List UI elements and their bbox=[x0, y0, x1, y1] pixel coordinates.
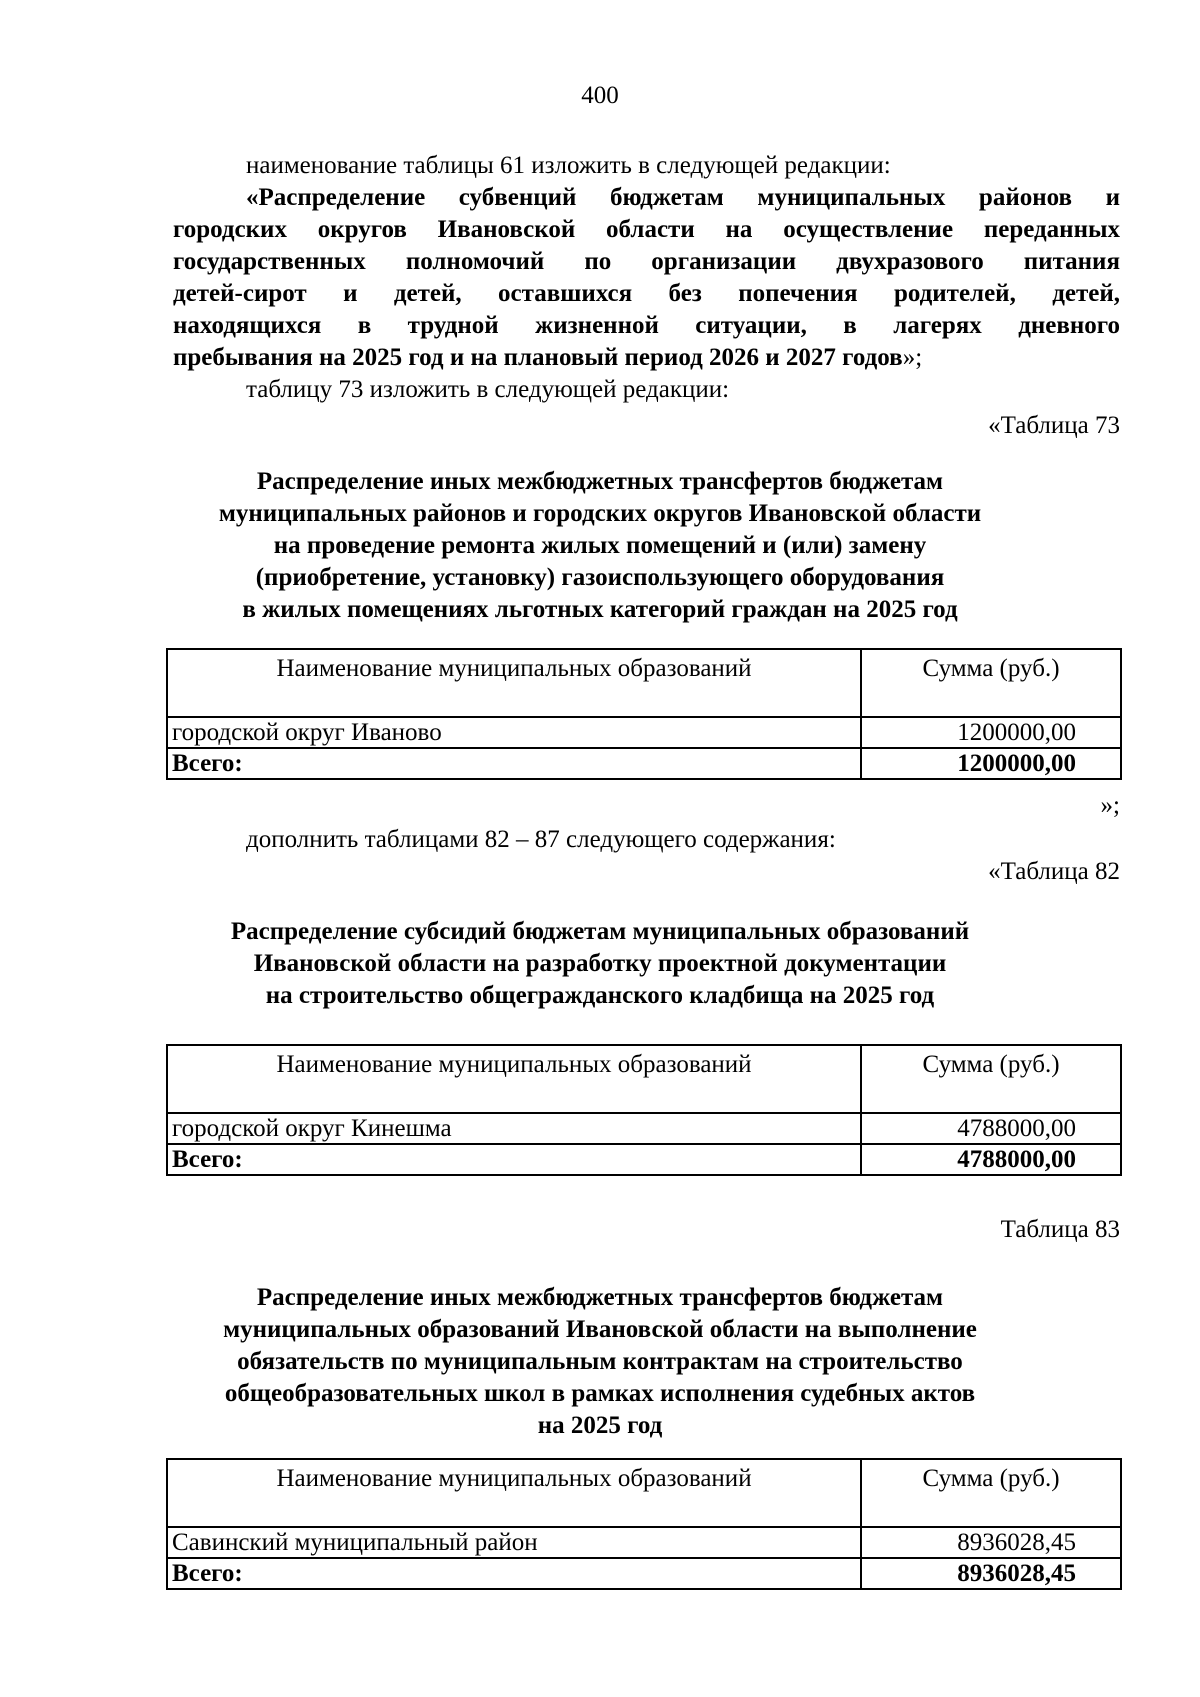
table83-label: Таблица 83 bbox=[1000, 1216, 1120, 1243]
table73-close: »; bbox=[1100, 792, 1120, 819]
table73-label: «Таблица 73 bbox=[988, 412, 1120, 439]
title-line: Распределение субсидий бюджетам муниципальных образований bbox=[230, 918, 970, 945]
title-line: (приобретение, установку) газоиспользующего оборудования bbox=[255, 564, 945, 591]
header-sum: Сумма (руб.) bbox=[861, 649, 1121, 717]
title-line: Ивановской области на разработку проектной документации bbox=[253, 950, 947, 977]
table83 bbox=[166, 1458, 1122, 1590]
total-label: Всего: bbox=[167, 1144, 861, 1175]
header-name: Наименование муниципальных образований bbox=[167, 649, 861, 717]
table82-label: «Таблица 82 bbox=[988, 858, 1120, 885]
header-name: Наименование муниципальных образований bbox=[167, 1045, 861, 1113]
table-header-row bbox=[167, 649, 1121, 717]
header-name: Наименование муниципальных образований bbox=[167, 1459, 861, 1527]
title-line: муниципальных образований Ивановской области на выполнение bbox=[223, 1316, 977, 1343]
title-line: городских округов Ивановской области на осуществление переданных bbox=[173, 216, 1120, 243]
title-line-text: пребывания на 2025 год и на плановый период 2026 и 2027 годов bbox=[173, 344, 903, 371]
header-sum: Сумма (руб.) bbox=[861, 1045, 1121, 1113]
row-sum: 4788000,00 bbox=[861, 1113, 1121, 1144]
table-row bbox=[167, 1113, 1121, 1144]
table-header-row bbox=[167, 1045, 1121, 1113]
title-line: обязательств по муниципальным контрактам на строительство bbox=[237, 1348, 963, 1375]
title-line: Распределение иных межбюджетных трансфертов бюджетам bbox=[256, 1284, 944, 1311]
total-label: Всего: bbox=[167, 748, 861, 779]
total-row bbox=[167, 1144, 1121, 1175]
intro-line: наименование таблицы 61 изложить в следующей редакции: bbox=[246, 152, 891, 179]
title-line: детей-сирот и детей, оставшихся без попечения родителей, детей, bbox=[173, 280, 1120, 307]
title-line: на проведение ремонта жилых помещений и (или) замену bbox=[273, 532, 927, 559]
page-number: 400 bbox=[581, 82, 619, 109]
total-sum: 4788000,00 bbox=[861, 1144, 1121, 1175]
title-line: на строительство общегражданского кладбища на 2025 год bbox=[265, 982, 935, 1009]
table-header-row bbox=[167, 1459, 1121, 1527]
title-line: государственных полномочий по организации двухразового питания bbox=[173, 248, 1120, 275]
total-row bbox=[167, 1558, 1121, 1589]
table82 bbox=[166, 1044, 1122, 1176]
row-name: городской округ Иваново bbox=[167, 717, 861, 748]
quote-close: »; bbox=[902, 344, 923, 371]
title-line: муниципальных районов и городских округов Ивановской области bbox=[218, 500, 982, 527]
table73 bbox=[166, 648, 1122, 780]
table-row bbox=[167, 1527, 1121, 1558]
title-line: Распределение иных межбюджетных трансфертов бюджетам bbox=[256, 468, 944, 495]
title-line: «Распределение субвенций бюджетам муниципальных районов и bbox=[246, 184, 1120, 211]
row-sum: 8936028,45 bbox=[861, 1527, 1121, 1558]
total-row bbox=[167, 748, 1121, 779]
row-name: городской округ Кинешма bbox=[167, 1113, 861, 1144]
table73-intro: таблицу 73 изложить в следующей редакции: bbox=[246, 376, 730, 403]
title-line: общеобразовательных школ в рамках исполнения судебных актов bbox=[224, 1380, 976, 1407]
header-sum: Сумма (руб.) bbox=[861, 1459, 1121, 1527]
total-label: Всего: bbox=[167, 1558, 861, 1589]
supplement-intro: дополнить таблицами 82 – 87 следующего содержания: bbox=[246, 826, 836, 853]
table-row bbox=[167, 717, 1121, 748]
title-line: находящихся в трудной жизненной ситуации, в лагерях дневного bbox=[173, 312, 1120, 339]
title-line: на 2025 год bbox=[537, 1412, 663, 1439]
row-sum: 1200000,00 bbox=[861, 717, 1121, 748]
total-sum: 1200000,00 bbox=[861, 748, 1121, 779]
row-name: Савинский муниципальный район bbox=[167, 1527, 861, 1558]
title-line: в жилых помещениях льготных категорий граждан на 2025 год bbox=[242, 596, 958, 623]
total-sum: 8936028,45 bbox=[861, 1558, 1121, 1589]
title-line-last bbox=[173, 342, 1120, 374]
